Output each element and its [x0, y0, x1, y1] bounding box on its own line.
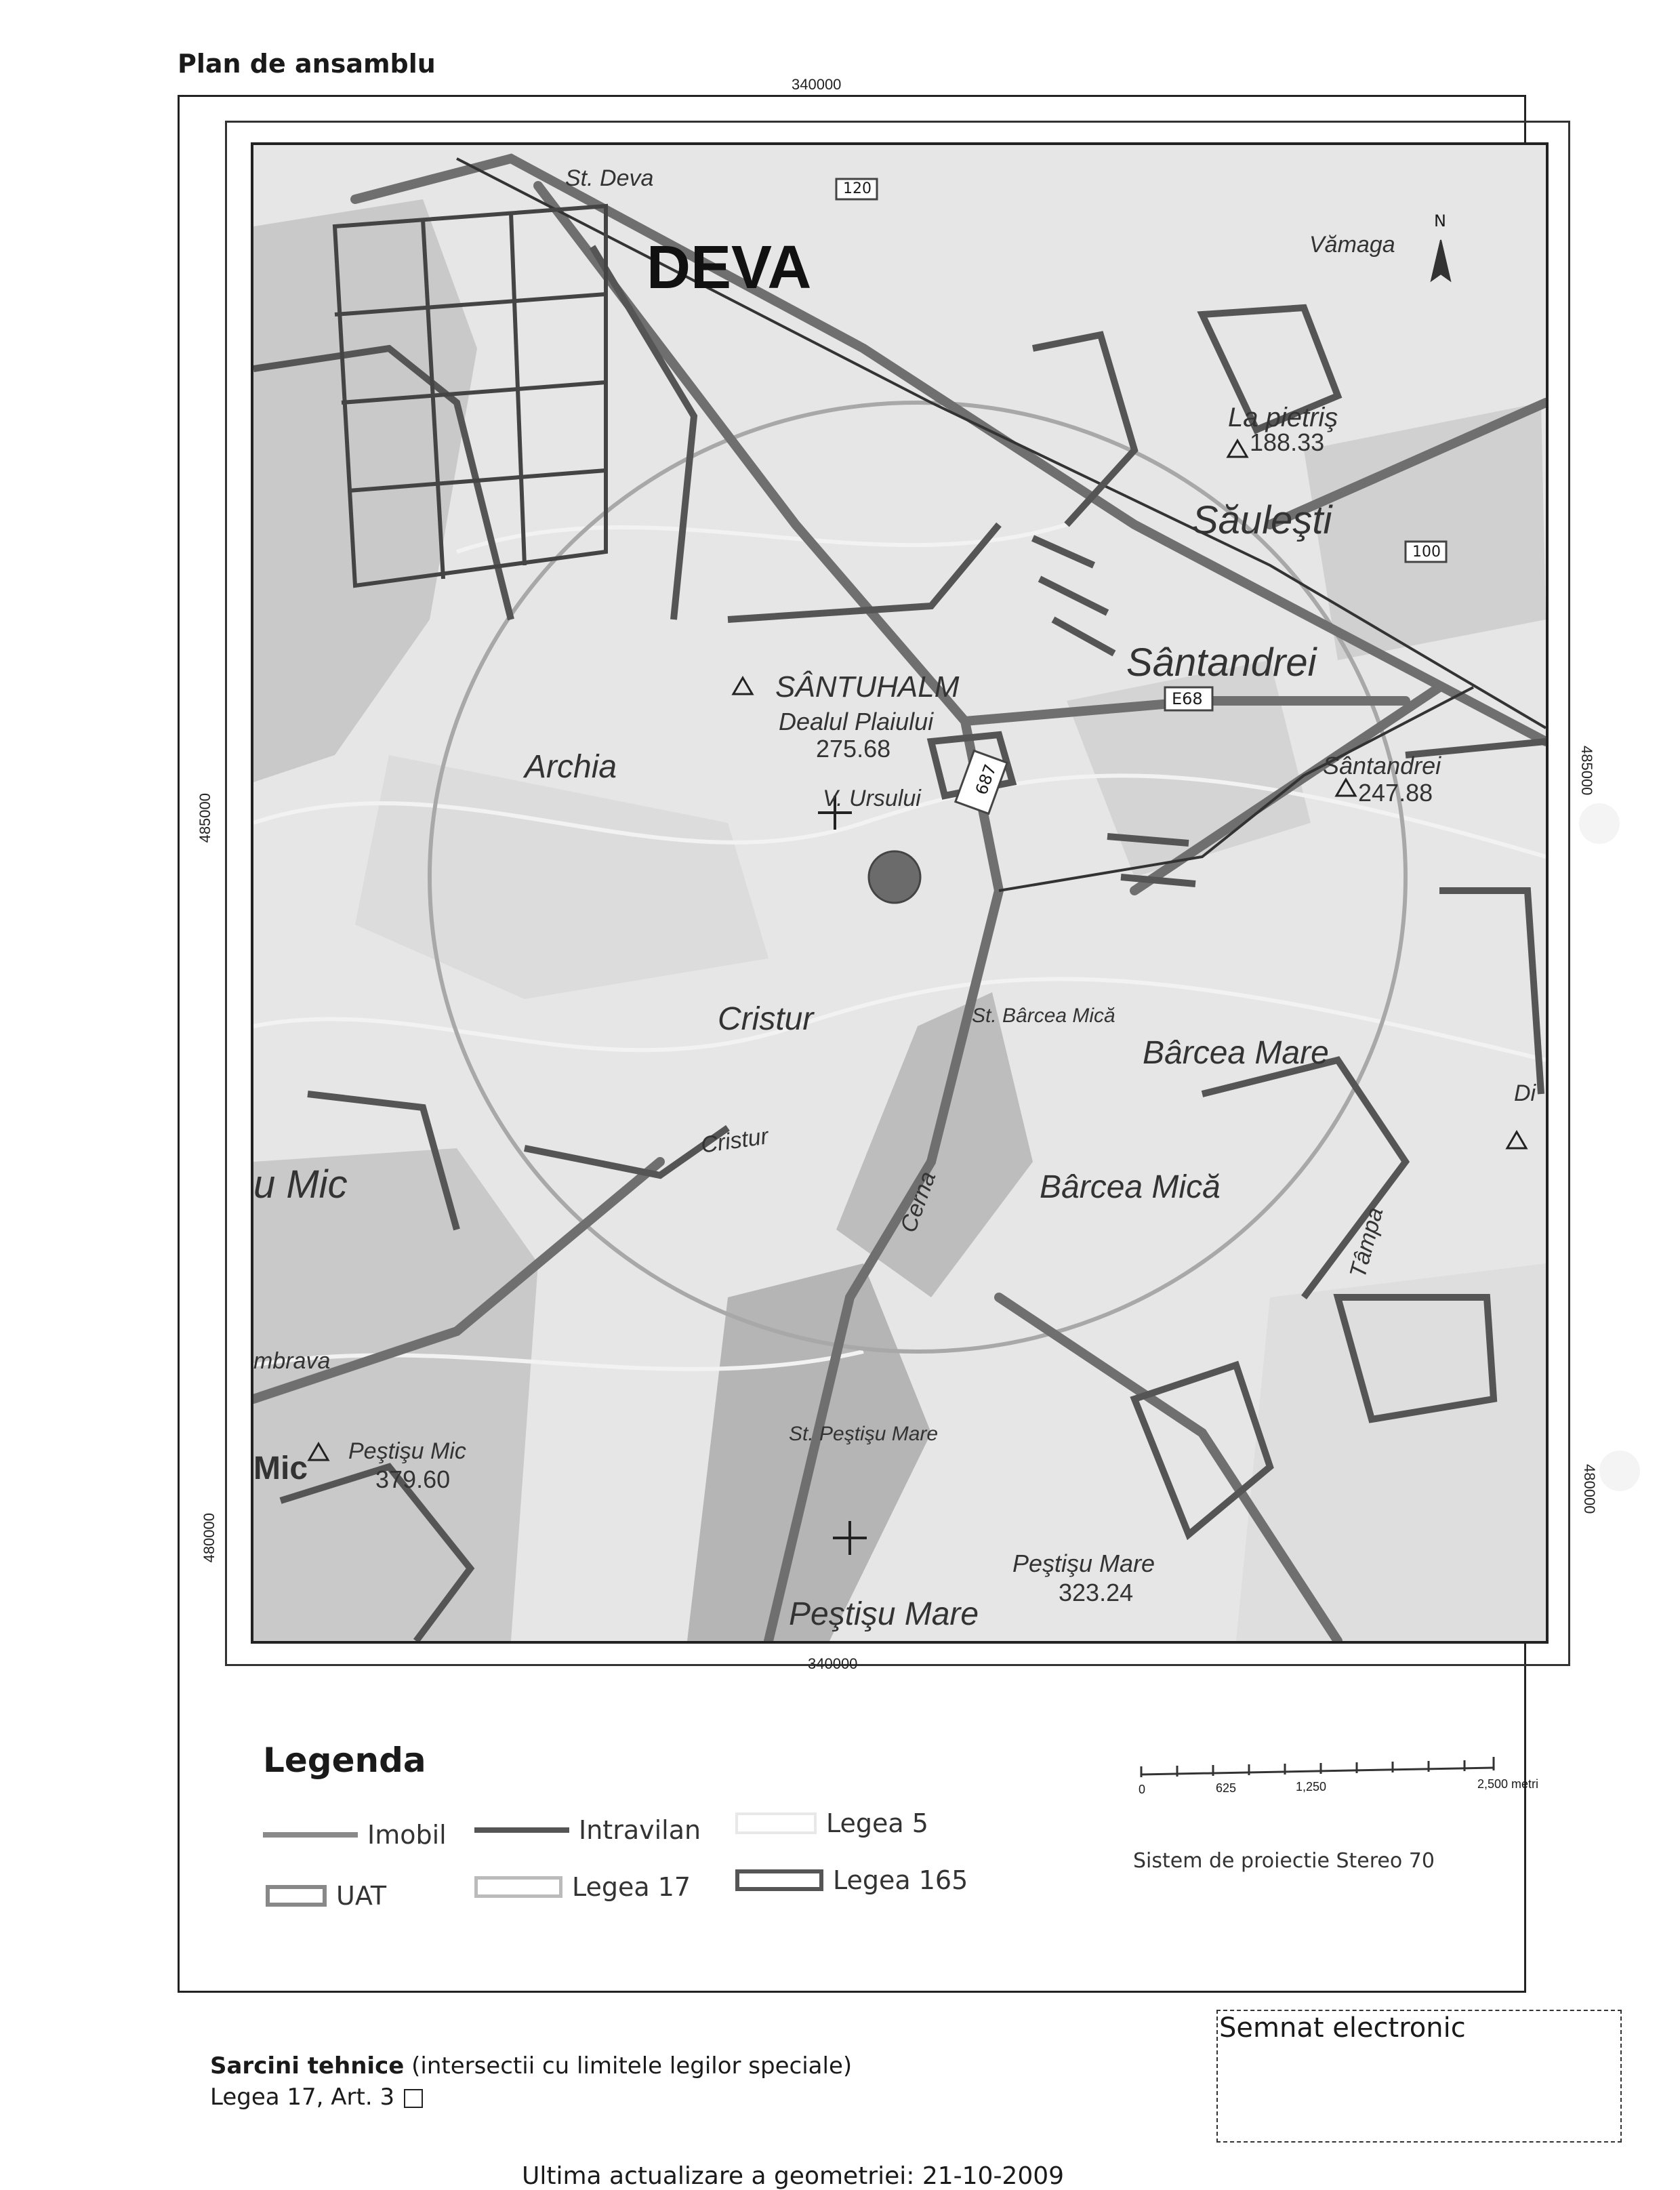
- elev-la-pietris: 188.33: [1250, 428, 1325, 456]
- place-vamaga: Vămaga: [1309, 232, 1395, 258]
- place-dealul-plaiului: Dealul Plaiului: [779, 708, 934, 735]
- signature-label: Semnat electronic: [1219, 2012, 1466, 2044]
- map-canvas[interactable]: [251, 142, 1549, 1644]
- legend-swatch-legea17: [474, 1876, 562, 1898]
- scale-bar: [1139, 1754, 1539, 1798]
- place-pestisu-mare-peak: Peştişu Mare: [1012, 1549, 1155, 1577]
- place-deva: DEVA: [647, 234, 812, 302]
- scale-tick-1250: 1,250: [1296, 1780, 1327, 1793]
- north-arrow: [1431, 240, 1450, 281]
- place-barcea-mica: Bârcea Mică: [1040, 1169, 1221, 1205]
- place-santandrei-town: Sântandrei: [1126, 641, 1317, 685]
- coord-right-y: 485000: [1578, 746, 1595, 796]
- elev-pestisu-mare: 323.24: [1059, 1579, 1134, 1606]
- law-checkbox[interactable]: [404, 2089, 423, 2108]
- map-graphics: [253, 145, 1546, 1641]
- place-di: Di: [1514, 1080, 1536, 1106]
- coord-left-y2: 480000: [201, 1513, 218, 1563]
- punch-hole-top: [1579, 803, 1620, 844]
- signature-box: [1216, 2010, 1622, 2143]
- legend-item-imobil: Imobil: [263, 1820, 447, 1850]
- coord-left-y: 485000: [197, 793, 213, 843]
- scale-tick-625: 625: [1216, 1781, 1237, 1795]
- projection-label: Sistem de proiectie Stereo 70: [1133, 1849, 1435, 1873]
- road-label-100: 100: [1412, 544, 1441, 561]
- place-cristur: Cristur: [718, 1001, 814, 1037]
- road-label-687: 687: [971, 761, 1000, 798]
- scale-tick-2500: 2,500 metri: [1477, 1777, 1539, 1791]
- place-tampa: Tâmpa: [1345, 1204, 1389, 1281]
- legend-item-legea5: Legea 5: [735, 1808, 928, 1838]
- place-archia: Archia: [525, 749, 617, 785]
- tasks-heading: [210, 2052, 852, 2080]
- place-ursului: V. Ursului: [823, 786, 921, 811]
- coord-bottom-x: 340000: [808, 1655, 858, 1672]
- elev-dealul-plaiului: 275.68: [816, 735, 891, 763]
- scale-tick-0: 0: [1139, 1783, 1146, 1796]
- place-mic-label: Mic: [253, 1451, 308, 1486]
- legend-swatch-legea165: [735, 1869, 823, 1891]
- place-pestisu-mare-town: Peştişu Mare: [789, 1596, 979, 1632]
- target-parcel-marker: [869, 851, 920, 903]
- north-label: N: [1434, 211, 1446, 230]
- place-cristur-river: Cristur: [699, 1123, 771, 1158]
- legend-swatch-imobil: [263, 1832, 358, 1838]
- place-dumbrava: mbrava: [253, 1348, 331, 1374]
- place-st-barcea-mica: St. Bârcea Mică: [972, 1005, 1115, 1027]
- coord-top-x: 340000: [792, 76, 842, 93]
- legend-swatch-intravilan: [474, 1827, 569, 1833]
- place-santuhalm: SÂNTUHALM: [775, 670, 960, 704]
- legend-item-legea165: Legea 165: [735, 1865, 968, 1895]
- punch-hole-bottom: [1599, 1451, 1640, 1491]
- elev-pestisu-mic: 379.60: [375, 1465, 451, 1493]
- law-line: [210, 2084, 423, 2111]
- place-st-deva: St. Deva: [565, 165, 654, 191]
- legend-swatch-legea5: [735, 1812, 817, 1834]
- place-st-pestisu-mare: St. Peştişu Mare: [789, 1423, 939, 1445]
- place-pestisu-mic: Peştişu Mic: [348, 1438, 466, 1464]
- last-update-text: Ultima actualizare a geometriei: 21-10-2009: [522, 2162, 1065, 2190]
- legend-item-legea17: Legea 17: [474, 1872, 691, 1902]
- law-label: Legea 17, Art. 3: [210, 2084, 395, 2111]
- legend-item-intravilan: Intravilan: [474, 1815, 701, 1845]
- road-label-e68: E68: [1172, 689, 1203, 708]
- place-sauliest: Săuleşti: [1192, 498, 1332, 542]
- coord-right-y2: 480000: [1581, 1464, 1598, 1514]
- place-la-pietris: La pietriş: [1228, 403, 1338, 432]
- place-barcea-mare: Bârcea Mare: [1143, 1035, 1329, 1071]
- legend-item-uat: UAT: [266, 1881, 386, 1911]
- legend-title: Legenda: [263, 1741, 426, 1780]
- place-mic-left: u Mic: [253, 1162, 348, 1206]
- tasks-title: Sarcini tehnice: [210, 2052, 405, 2080]
- place-cerna: Cerna: [895, 1168, 941, 1236]
- road-label-120: 120: [843, 180, 872, 197]
- place-santandrei-peak: Sântandrei: [1323, 752, 1441, 779]
- page-title: Plan de ansamblu: [178, 49, 436, 79]
- legend-swatch-uat: [266, 1885, 327, 1907]
- tasks-subtitle: (intersectii cu limitele legilor speciale): [404, 2052, 853, 2080]
- elev-santandrei: 247.88: [1358, 779, 1433, 807]
